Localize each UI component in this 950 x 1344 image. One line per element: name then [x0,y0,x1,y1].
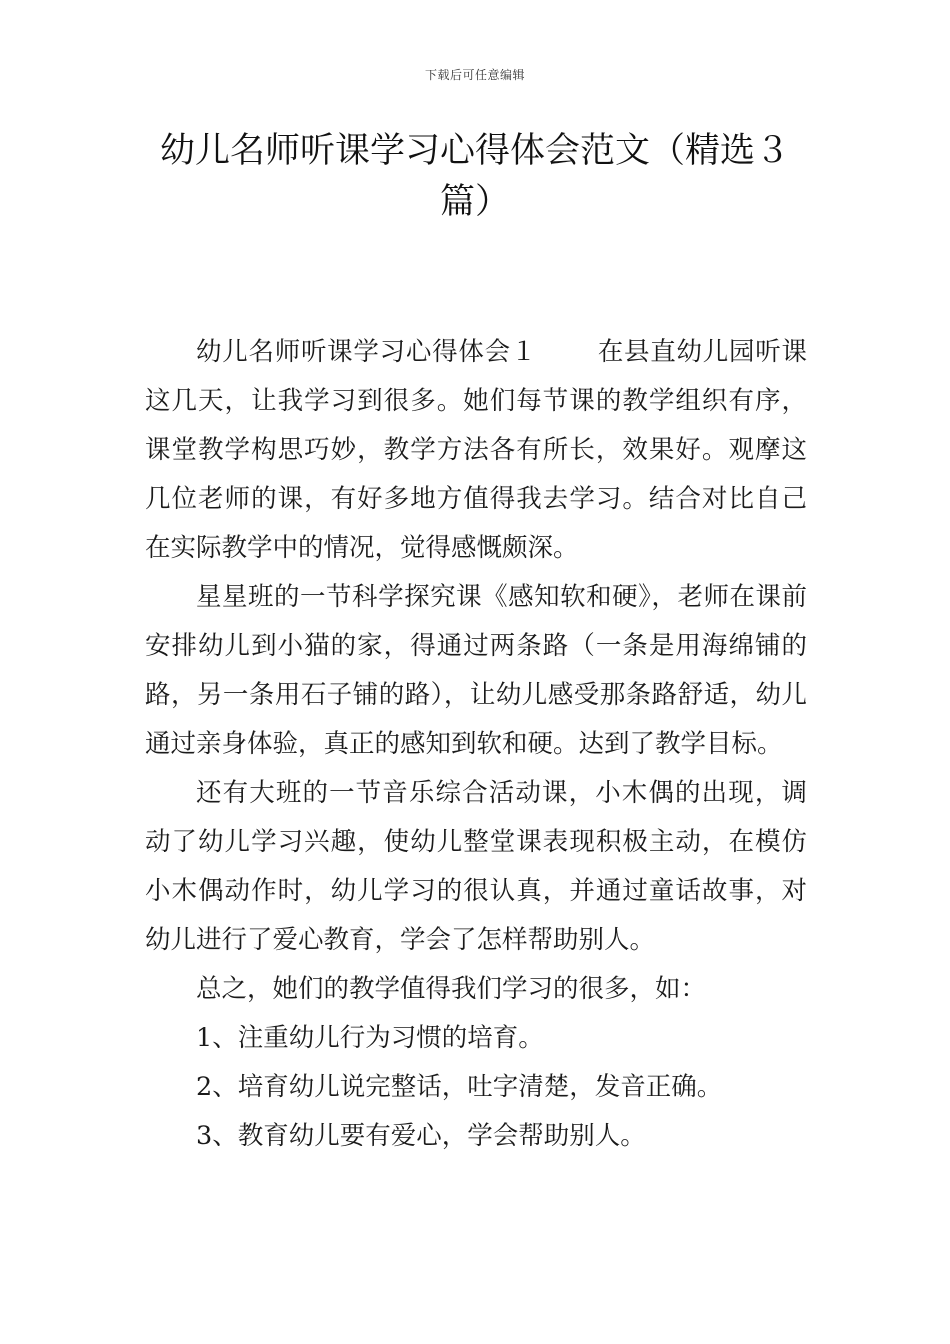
paragraph-1 [145,328,807,573]
list-item: 1、注重幼儿行为习惯的培育。 [196,1023,544,1053]
paragraph-1-heading: 幼儿名师听课学习心得体会１ [196,337,538,367]
document-body [145,328,807,1161]
list-item: 2、培育幼儿说完整话，吐字清楚，发音正确。 [196,1072,723,1102]
paragraph-2: 星星班的一节科学探究课《感知软和硬》，老师在课前安排幼儿到小猫的家，得通过两条路（一条是用海绵铺的路，另一条用石子铺的路），让幼儿感受那条路舒适，幼儿通过亲身体验，真正的感知到软和硬。达到了教学目标。 [145,582,807,759]
document-title: 幼儿名师听课学习心得体会范文（精选３篇） [159,131,790,222]
paragraph-1-text: 在县直幼儿园听课这几天，让我学习到很多。她们每节课的教学组织有序，课堂教学构思巧妙，教学方法各有所长，效果好。观摩这几位老师的课，有好多地方值得我去学习。结合对比自己在实际教学中的情况，觉得感慨颇深。 [145,337,807,563]
list-item: 3、教育幼儿要有爱心，学会帮助别人。 [196,1121,646,1151]
header-note: 下载后可任意编辑 [424,68,525,82]
paragraph-4: 总之，她们的教学值得我们学习的很多，如： [196,974,707,1004]
paragraph-3: 还有大班的一节音乐综合活动课，小木偶的出现，调动了幼儿学习兴趣，使幼儿整堂课表现积极主动，在模仿小木偶动作时，幼儿学习的很认真，并通过童话故事，对幼儿进行了爱心教育，学会了怎样帮助别人。 [145,778,807,955]
